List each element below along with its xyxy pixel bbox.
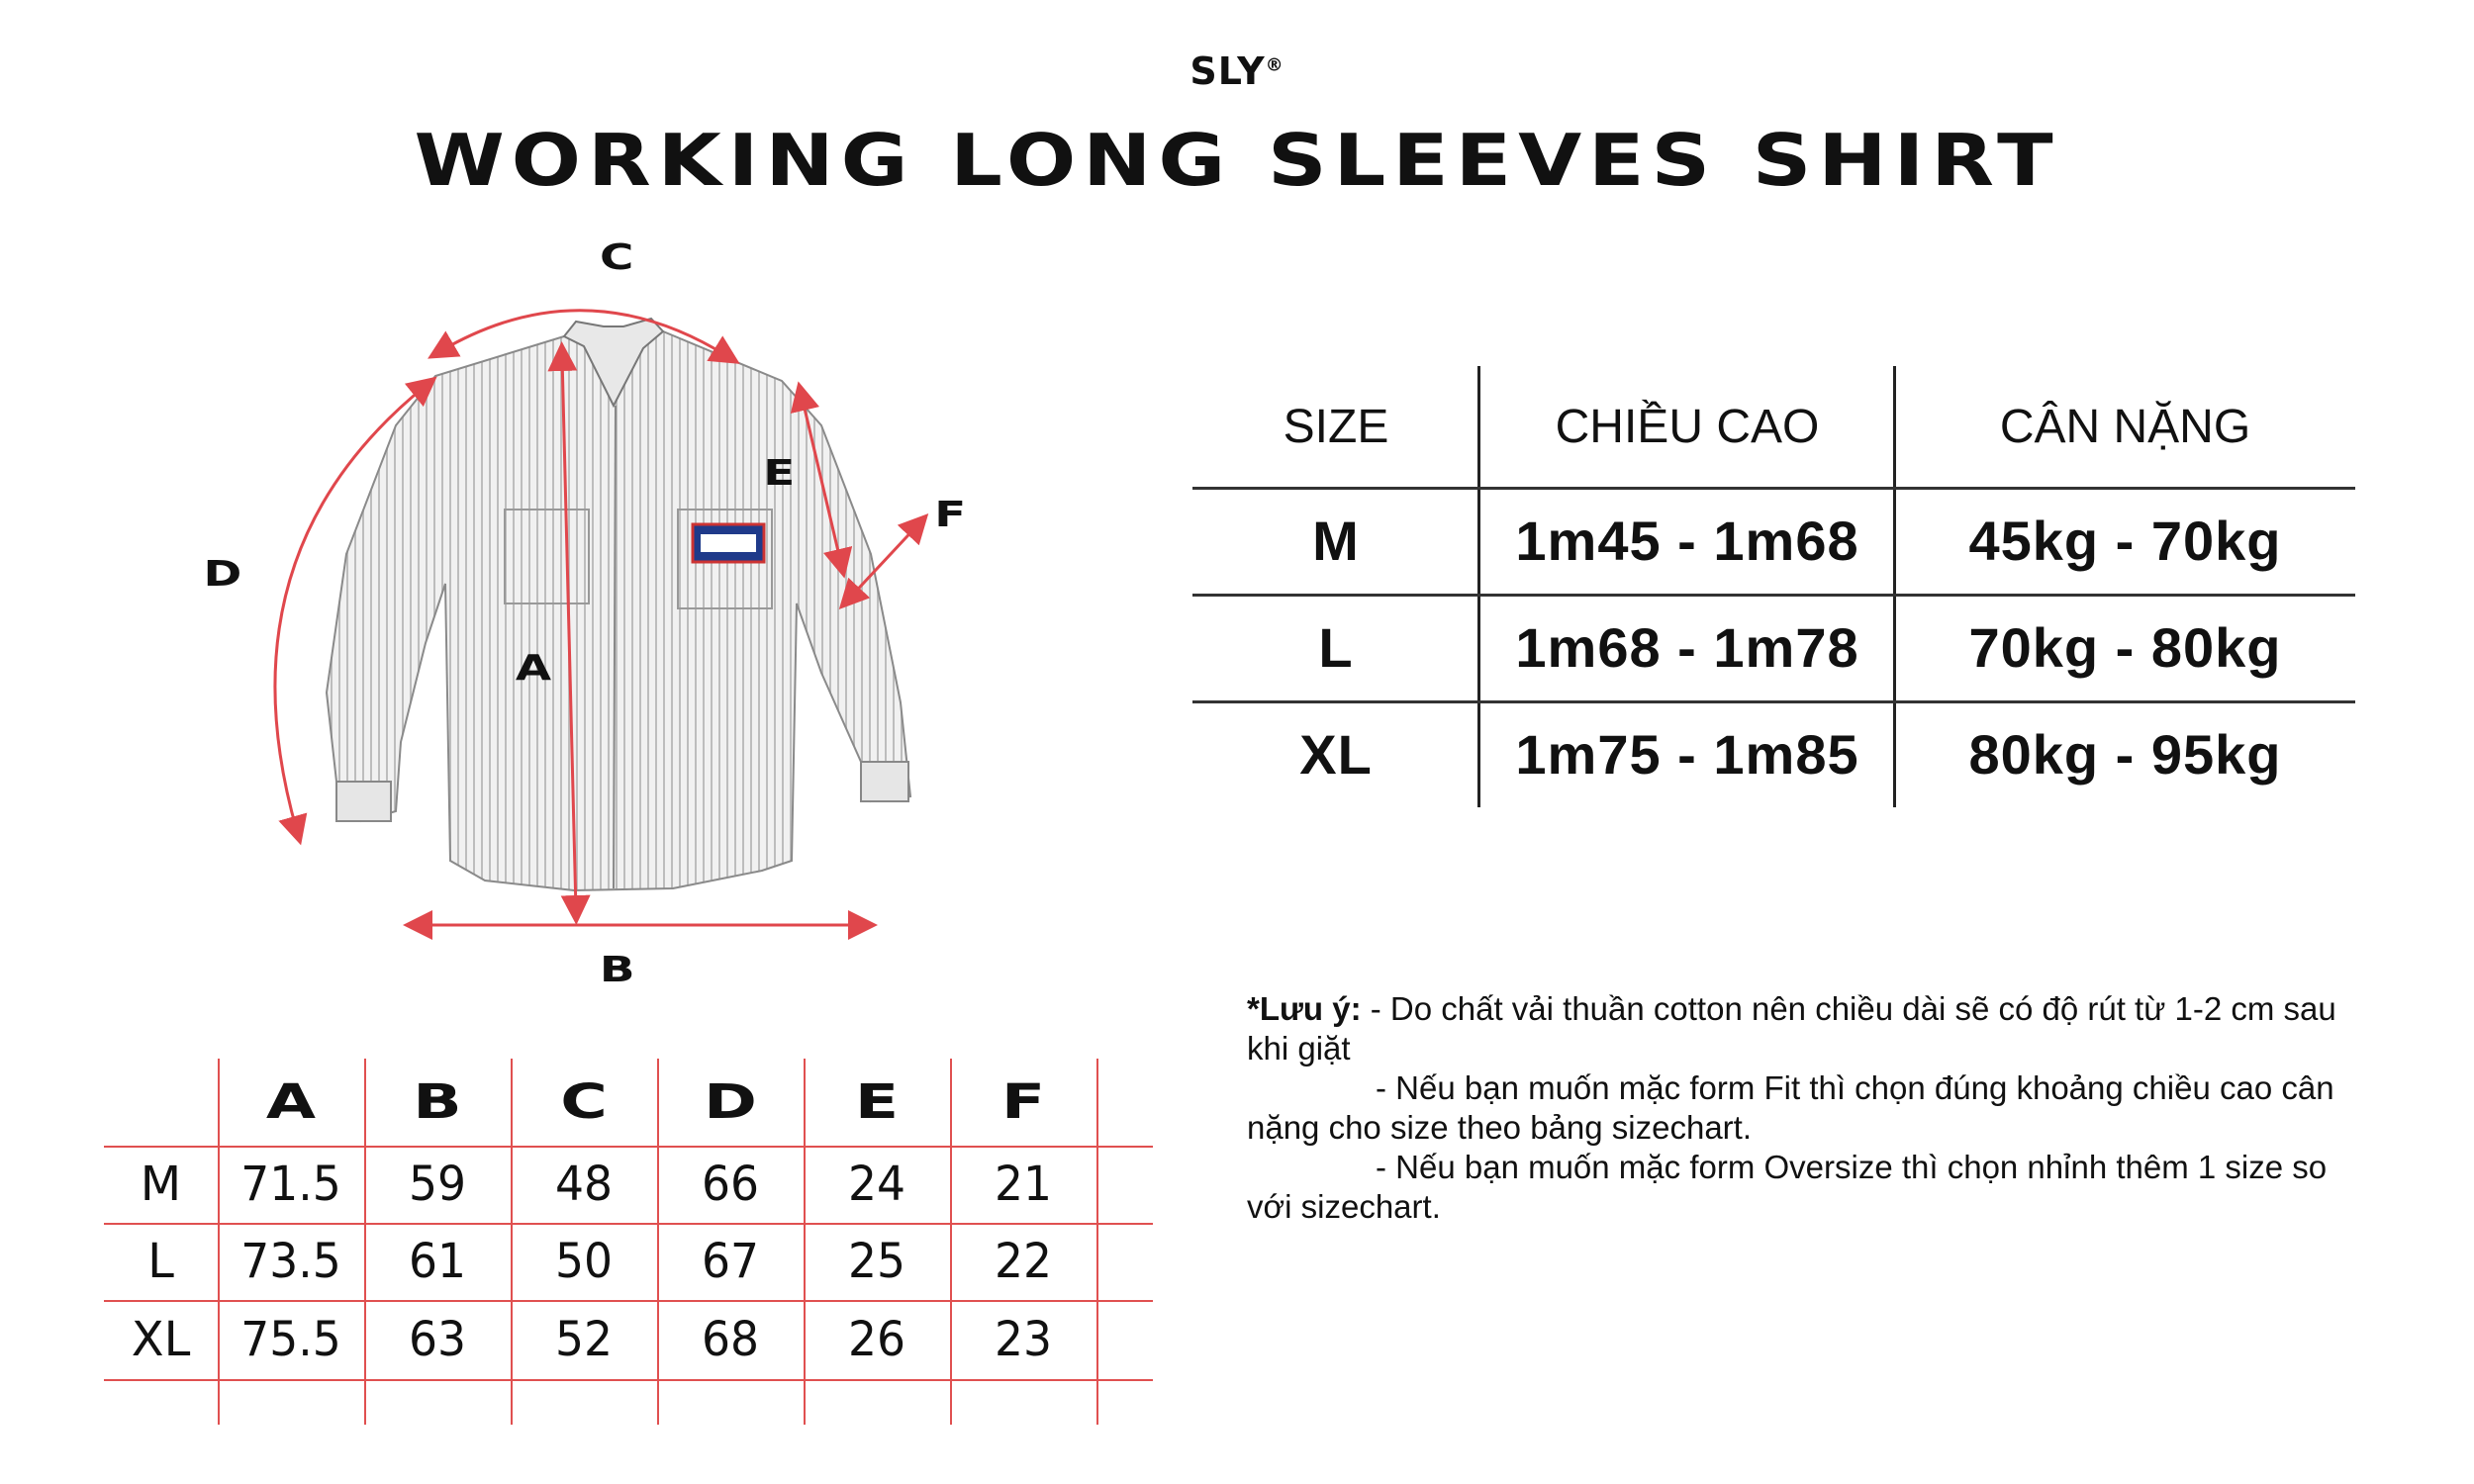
measure-value-cell: 25 [847,1234,906,1289]
shirt-illustration [188,228,1039,999]
table-divider [1477,366,1480,807]
measure-header-c: C [560,1074,608,1130]
fit-height-cell: 1m68 - 1m78 [1515,615,1859,679]
brand-name: SLY [1189,49,1266,93]
table-row [1192,487,2355,594]
fit-weight-cell: 70kg - 80kg [1968,615,2282,679]
notes-line-2: - Nếu bạn muốn mặc form Fit thì chọn đúng khoảng chiều cao cân nặng cho size theo bảng sizechart. [1247,1069,2334,1146]
measure-value-cell: 68 [701,1312,760,1367]
table-divider [104,1379,1153,1381]
measure-header-d: D [704,1074,757,1130]
fit-size-cell: XL [1299,722,1373,786]
fit-header-size: SIZE [1283,400,1389,453]
measure-value-cell: 23 [994,1312,1053,1367]
fit-height-cell: 1m75 - 1m85 [1515,722,1859,786]
shirt-body [327,331,910,890]
measure-value-cell: 21 [994,1157,1053,1212]
fit-weight-cell: 45kg - 70kg [1968,509,2282,572]
measure-size-cell: XL [131,1312,191,1367]
label-b: B [599,950,635,990]
table-divider [1192,487,2355,490]
fit-height-cell: 1m45 - 1m68 [1515,509,1859,572]
measure-value-cell: 73.5 [240,1234,341,1289]
fit-size-cell: L [1318,615,1354,679]
table-divider [1192,594,2355,597]
label-f: F [934,495,967,535]
measure-size-cell: M [140,1157,182,1212]
measure-value-cell: 63 [408,1312,467,1367]
measure-value-cell: 59 [408,1157,467,1212]
measure-value-cell: 75.5 [240,1312,341,1367]
table-divider [1893,366,1896,807]
measure-value-cell: 66 [701,1157,760,1212]
fit-table-header [1192,366,2355,487]
fit-header-weight: CÂN NẶNG [1999,400,2251,453]
measure-value-cell: 50 [554,1234,614,1289]
table-divider [1192,700,2355,703]
notes-block [1247,989,2375,1227]
measure-value-cell: 67 [701,1234,760,1289]
fit-header-height: CHIỀU CAO [1555,400,1820,453]
measure-header-b: B [413,1074,462,1130]
size-fit-table [1192,366,2355,807]
notes-line-1: *Lưu ý: - Do chất vải thuần cotton nên chiều dài sẽ có độ rút từ 1-2 cm sau khi giặt [1247,990,2336,1067]
registered-mark: ® [1265,54,1285,76]
measure-value-cell: 71.5 [240,1157,341,1212]
measure-header-e: E [854,1074,900,1130]
measurement-table [104,1059,1153,1425]
notes-line-3: - Nếu bạn muốn mặc form Oversize thì chọn nhỉnh thêm 1 size so với sizechart. [1247,1149,2328,1225]
label-e: E [763,453,796,494]
fit-size-cell: M [1312,509,1360,572]
measure-header-a: A [265,1074,317,1130]
measure-header-f: F [1000,1074,1046,1130]
measure-value-cell: 24 [847,1157,906,1212]
brand-logo [0,49,2474,93]
fit-weight-cell: 80kg - 95kg [1968,722,2282,786]
measure-value-cell: 22 [994,1234,1053,1289]
page-title: WORKING LONG SLEEVES SHIRT [414,119,2060,202]
shirt-diagram [188,228,1039,999]
measure-size-cell: L [147,1234,174,1289]
table-row [1192,700,2355,807]
measure-value-cell: 61 [408,1234,467,1289]
measure-value-cell: 26 [847,1312,906,1367]
notes-label: *Lưu ý: [1247,990,1362,1027]
measure-value-cell: 48 [554,1157,614,1212]
table-row [1192,594,2355,700]
label-c: C [600,237,634,278]
label-d: D [203,554,242,595]
measure-value-cell: 52 [554,1312,614,1367]
label-a: A [515,648,552,689]
